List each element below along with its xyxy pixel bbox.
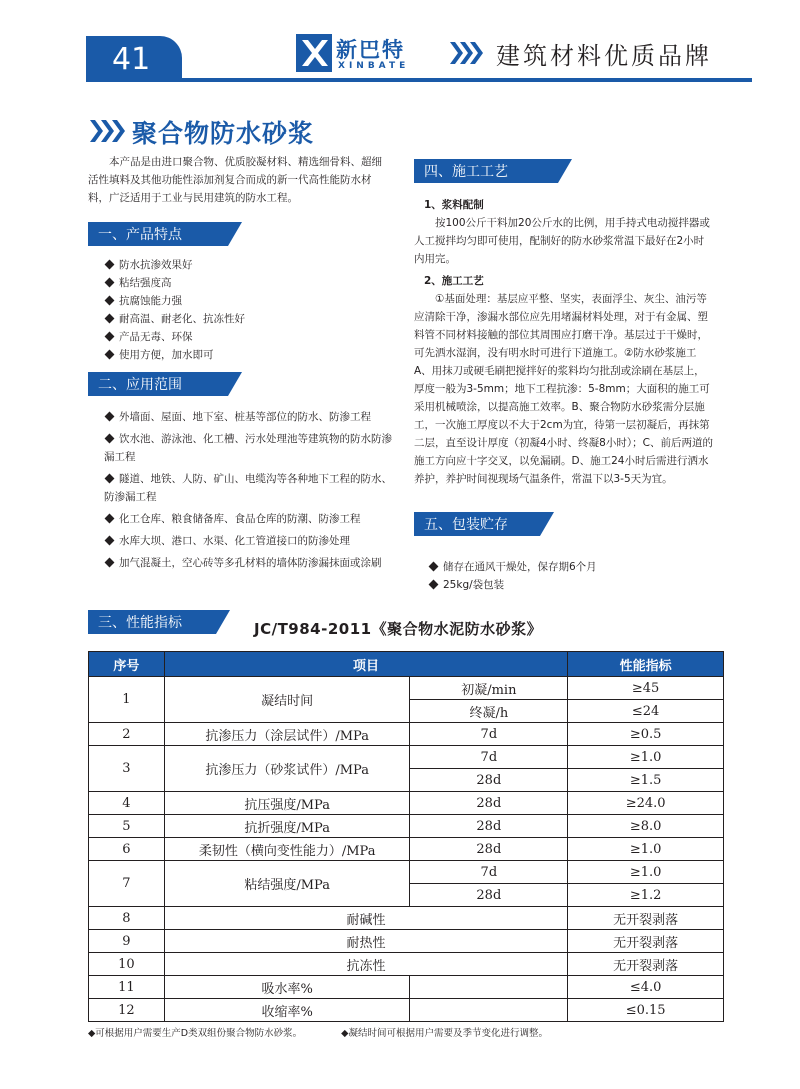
list-item: 饮水池、游泳池、化工槽、污水处理池等建筑物的防水防渗漏工程 [104, 433, 392, 463]
cell-value: ≥1.0 [568, 838, 724, 861]
section-heading-packaging: 五、包装贮存 [414, 512, 540, 536]
table-header-row [89, 652, 724, 677]
table-row [89, 930, 724, 953]
page-header [0, 0, 800, 90]
diamond-bullet-icon [105, 350, 115, 360]
chevron-right-icon [448, 40, 484, 66]
diamond-bullet-icon [429, 580, 439, 590]
table-row [89, 677, 724, 700]
cell-value: 无开裂剥落 [568, 953, 724, 976]
list-item: 水库大坝、港口、水渠、化工管道接口的防渗处理 [104, 532, 392, 550]
logo-icon [296, 34, 332, 72]
diamond-bullet-icon [105, 314, 115, 324]
cell-item: 抗渗压力（涂层试件）/MPa [164, 723, 410, 746]
diamond-bullet-icon [105, 296, 115, 306]
cell-no: 8 [89, 907, 165, 930]
chevron-right-icon [88, 118, 126, 144]
cell-no: 2 [89, 723, 165, 746]
cell-value: ≥1.2 [568, 884, 724, 907]
scope-list [104, 408, 392, 572]
cell-condition: 28d [410, 792, 568, 815]
table-row [89, 838, 724, 861]
logo-chinese-name: 新巴特 [336, 38, 405, 62]
cell-item: 抗冻性 [164, 953, 567, 976]
cell-item: 抗折强度/MPa [164, 815, 410, 838]
section-heading-scope: 二、应用范围 [88, 372, 228, 396]
footnote-item: ◆凝结时间可根据用户需要及季节变化进行调整。 [341, 1028, 548, 1039]
process-subheading-mixing: 1、浆料配制 [424, 199, 484, 211]
diamond-bullet-icon [429, 562, 439, 572]
list-item: 抗腐蚀能力强 [104, 292, 394, 310]
list-item: 25kg/袋包装 [428, 576, 718, 594]
cell-item: 抗渗压力（砂浆试件）/MPa [164, 746, 410, 792]
table-row [89, 976, 724, 999]
diamond-bullet-icon [105, 278, 115, 288]
cell-value: ≥8.0 [568, 815, 724, 838]
cell-condition: 28d [410, 769, 568, 792]
list-item: 储存在通风干燥处，保存期6个月 [428, 558, 718, 576]
diamond-bullet-icon [105, 558, 115, 568]
cell-item: 粘结强度/MPa [164, 861, 410, 907]
cell-condition: 终凝/h [410, 700, 568, 723]
cell-no: 7 [89, 861, 165, 907]
column-header-index: 性能指标 [568, 652, 724, 677]
cell-no: 11 [89, 976, 165, 999]
process-text-mixing: 按100公斤干料加20公斤水的比例，用手持式电动搅拌器或人工搅拌均匀即可使用，配制好的防水砂浆常温下最好在2小时内用完。 [414, 217, 710, 265]
cell-no: 3 [89, 746, 165, 792]
diamond-bullet-icon [105, 474, 115, 484]
cell-item: 吸水率% [164, 976, 410, 999]
table-row [89, 792, 724, 815]
cell-condition: 28d [410, 815, 568, 838]
list-item: 隧道、地铁、人防、矿山、电缆沟等各种地下工程的防水、防渗漏工程 [104, 473, 392, 503]
logo-english-name: XINBATE [338, 61, 410, 71]
cell-value: ≥1.0 [568, 861, 724, 884]
footnote-item: ◆可根据用户需要生产D类双组份聚合物防水砂浆。 [88, 1028, 303, 1039]
table-row [89, 999, 724, 1022]
list-item: 化工仓库、粮食储备库、食品仓库的防潮、防渗工程 [104, 510, 392, 528]
cell-value: ≥1.0 [568, 746, 724, 769]
table-row [89, 815, 724, 838]
footnotes [88, 1025, 584, 1039]
cell-no: 1 [89, 677, 165, 723]
table-row [89, 907, 724, 930]
cell-value: 无开裂剥落 [568, 930, 724, 953]
table-row [89, 746, 724, 769]
cell-condition: 初凝/min [410, 677, 568, 700]
cell-no: 5 [89, 815, 165, 838]
process-text-construction: ①基面处理：基层应平整、坚实，表面浮尘、灰尘、油污等应清除干净，渗漏水部位应先用堵漏材料处理，对于有金属、塑料管不同材料接触的部位其周围应打磨干净。基层过于干燥时，可先洒水湿润，没有明水时可进行下道施工。②防水砂浆施工A、用抹刀或硬毛刷把搅拌好的浆料均匀批刮或涂刷在基层上，厚度一般为3-5mm；地下工程抗渗：5-8mm；大面积的施工可采用机械喷涂，以提高施工效率。B、聚合物防水砂浆需分层施工，一次施工厚度以不大于2cm为宜，待第一层初凝后，再抹第二层，直至设计厚度（初凝4小时、终凝8小时）；C、前后两道的施工方向应十字交叉，以免漏刷。D、施工24小时后需进行洒水养护，养护时间视现场气温条件，常温下以3-5天为宜。 [414, 293, 713, 485]
column-header-item: 项目 [164, 652, 567, 677]
cell-no: 4 [89, 792, 165, 815]
cell-value: ≥45 [568, 677, 724, 700]
cell-item: 抗压强度/MPa [164, 792, 410, 815]
cell-item: 收缩率% [164, 999, 410, 1022]
diamond-bullet-icon [105, 536, 115, 546]
table-row [89, 723, 724, 746]
process-block [414, 196, 714, 488]
cell-item: 凝结时间 [164, 677, 410, 723]
list-item: 耐高温、耐老化、抗冻性好 [104, 310, 394, 328]
cell-item: 柔韧性（横向变性能力）/MPa [164, 838, 410, 861]
section-heading-process: 四、施工工艺 [414, 159, 558, 183]
cell-no: 12 [89, 999, 165, 1022]
process-subheading-construction: 2、施工工艺 [424, 275, 484, 287]
brand-logo [296, 34, 446, 76]
cell-no: 10 [89, 953, 165, 976]
section-heading-features: 一、产品特点 [88, 222, 228, 246]
list-item: 外墙面、屋面、地下室、桩基等部位的防水、防渗工程 [104, 408, 392, 426]
list-item: 防水抗渗效果好 [104, 256, 394, 274]
list-item: 加气混凝土，空心砖等多孔材料的墙体防渗漏抹面或涂刷 [104, 554, 392, 572]
performance-table [88, 651, 724, 1022]
cell-value: ≤4.0 [568, 976, 724, 999]
cell-condition: 7d [410, 861, 568, 884]
cell-condition: 7d [410, 723, 568, 746]
list-item: 粘结强度高 [104, 274, 394, 292]
cell-value: ≤24 [568, 700, 724, 723]
cell-condition: 28d [410, 838, 568, 861]
header-rule [182, 78, 752, 82]
intro-paragraph: 本产品是由进口聚合物、优质胶凝材料、精选细骨料、超细活性填料及其他功能性添加剂复合而成的新一代高性能防水材料，广泛适用于工业与民用建筑的防水工程。 [88, 156, 382, 204]
diamond-bullet-icon [105, 332, 115, 342]
packaging-list [428, 558, 718, 594]
page-number: 41 [86, 36, 182, 82]
cell-value: ≥1.5 [568, 769, 724, 792]
table-row [89, 861, 724, 884]
table-row [89, 953, 724, 976]
cell-value: 无开裂剥落 [568, 907, 724, 930]
features-list [104, 256, 394, 364]
cell-value: ≥0.5 [568, 723, 724, 746]
cell-value: ≤0.15 [568, 999, 724, 1022]
column-header-no: 序号 [89, 652, 165, 677]
cell-value: ≥24.0 [568, 792, 724, 815]
cell-item: 耐热性 [164, 930, 567, 953]
list-item: 产品无毒、环保 [104, 328, 394, 346]
diamond-bullet-icon [105, 514, 115, 524]
cell-condition: 7d [410, 746, 568, 769]
diamond-bullet-icon [105, 434, 115, 444]
cell-item: 耐碱性 [164, 907, 567, 930]
section-heading-performance: 三、性能指标 [88, 610, 216, 634]
diamond-bullet-icon [105, 412, 115, 422]
cell-no: 9 [89, 930, 165, 953]
product-title: 聚合物防水砂浆 [132, 119, 315, 148]
brand-slogan: 建筑材料优质品牌 [496, 42, 712, 70]
cell-condition [410, 999, 568, 1022]
cell-condition [410, 976, 568, 999]
standard-title: JC/T984-2011《聚合物水泥防水砂浆》 [254, 620, 543, 638]
cell-no: 6 [89, 838, 165, 861]
diamond-bullet-icon [105, 260, 115, 270]
cell-condition: 28d [410, 884, 568, 907]
list-item: 使用方便，加水即可 [104, 346, 394, 364]
